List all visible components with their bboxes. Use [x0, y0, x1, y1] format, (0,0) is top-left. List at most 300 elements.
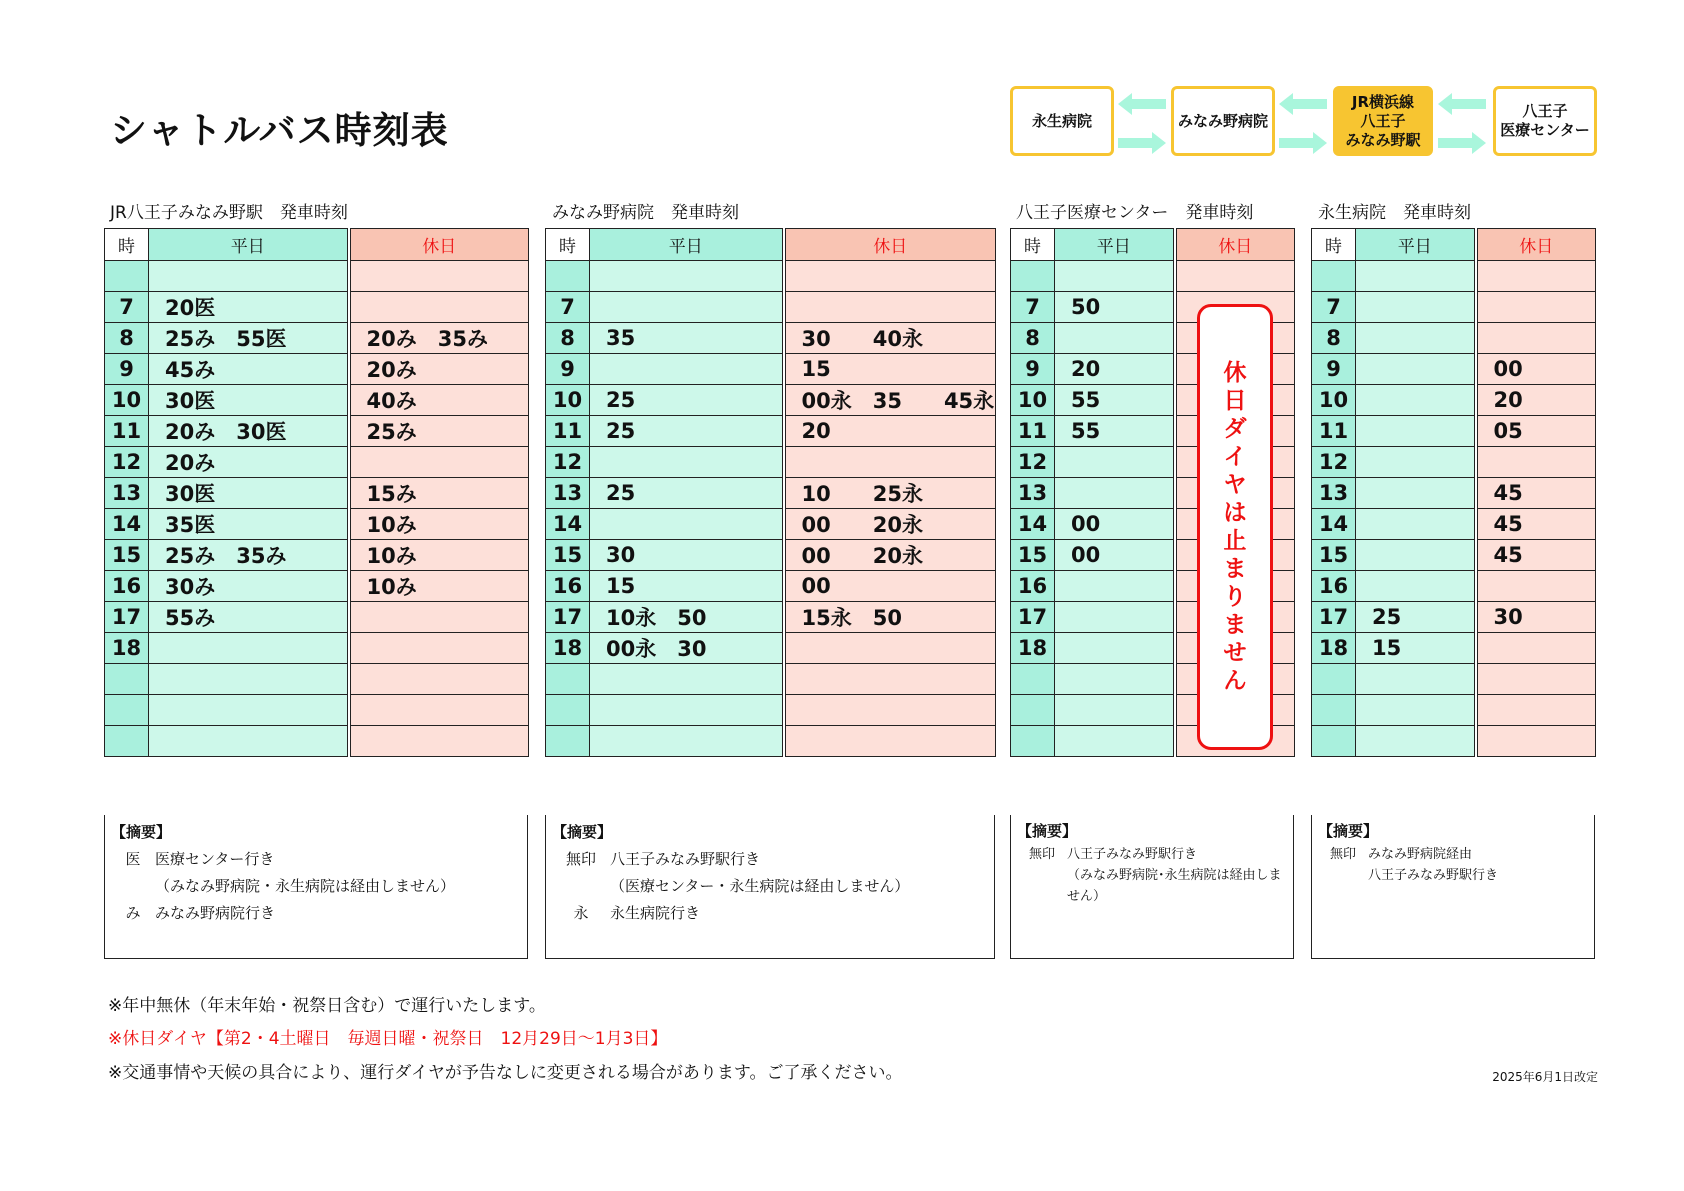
hour-cell: 8 — [546, 323, 590, 354]
hour-cell: 17 — [1312, 602, 1356, 633]
holiday-times-cell: 10 25永 — [784, 478, 996, 509]
table-row — [1312, 726, 1596, 757]
holiday-times-cell: 00 20永 — [784, 540, 996, 571]
weekday-times-cell: 20医 — [149, 292, 349, 323]
hour-cell: 15 — [1312, 540, 1356, 571]
holiday-times-cell: 15永 50 — [784, 602, 996, 633]
holiday-notice-char: り — [1223, 584, 1247, 610]
hour-cell: 13 — [546, 478, 590, 509]
table-row — [105, 416, 529, 447]
hour-cell: 16 — [105, 571, 149, 602]
weekday-times-cell — [1055, 261, 1175, 292]
note-item — [1318, 865, 1594, 886]
hour-cell: 17 — [546, 602, 590, 633]
timetable-eisei-hospital — [1311, 228, 1596, 757]
section-label-eisei-hospital: 永生病院 発車時刻 — [1318, 203, 1471, 223]
hour-cell: 15 — [105, 540, 149, 571]
holiday-times-cell — [1476, 633, 1596, 664]
weekday-times-cell — [1055, 447, 1175, 478]
weekday-times-cell: 25 — [590, 478, 784, 509]
weekday-times-cell — [1055, 478, 1175, 509]
holiday-notice-char: イ — [1223, 444, 1247, 470]
table-row — [546, 447, 996, 478]
weekday-times-cell: 20み 30医 — [149, 416, 349, 447]
table-row — [546, 416, 996, 447]
hour-cell — [1011, 726, 1055, 757]
table-row — [1312, 323, 1596, 354]
header-hour: 時 — [1011, 229, 1055, 261]
revision-date: 2025年6月1日改定 — [1492, 1070, 1598, 1084]
hour-cell: 7 — [105, 292, 149, 323]
note-mark: み — [125, 904, 141, 922]
table-row — [105, 602, 529, 633]
hour-cell: 7 — [546, 292, 590, 323]
notes-box-minamino-station — [104, 815, 528, 959]
hour-cell: 10 — [546, 385, 590, 416]
table-row — [105, 509, 529, 540]
hour-cell: 12 — [1312, 447, 1356, 478]
table-row — [105, 478, 529, 509]
holiday-times-cell: 45 — [1476, 540, 1596, 571]
table-row — [1312, 695, 1596, 726]
weekday-times-cell: 00永 30 — [590, 633, 784, 664]
weekday-times-cell: 00 — [1055, 509, 1175, 540]
weekday-times-cell: 50 — [1055, 292, 1175, 323]
note-text: みなみ野病院経由 — [1368, 847, 1473, 862]
holiday-times-cell — [349, 726, 529, 757]
note-text: 八王子みなみ野駅行き — [610, 850, 761, 868]
header-holiday: 休日 — [784, 229, 996, 261]
weekday-times-cell — [1356, 478, 1476, 509]
holiday-times-cell: 15 — [784, 354, 996, 385]
table-row — [546, 633, 996, 664]
notes-title: 【摘要】 — [1017, 822, 1078, 840]
weekday-times-cell — [590, 447, 784, 478]
holiday-notice-char: は — [1223, 500, 1247, 526]
weekday-times-cell — [590, 354, 784, 385]
hour-cell: 9 — [1312, 354, 1356, 385]
table-row — [546, 323, 996, 354]
hour-cell: 16 — [546, 571, 590, 602]
header-weekday: 平日 — [1055, 229, 1175, 261]
table-row — [546, 509, 996, 540]
holiday-times-cell — [349, 695, 529, 726]
right-arrow-icon — [1118, 132, 1166, 154]
weekday-times-cell: 10永 50 — [590, 602, 784, 633]
hour-cell — [1312, 726, 1356, 757]
table-row — [546, 385, 996, 416]
section-label-medical-center: 八王子医療センター 発車時刻 — [1016, 203, 1254, 223]
hour-cell: 12 — [105, 447, 149, 478]
weekday-times-cell: 25 — [590, 385, 784, 416]
hour-cell — [546, 664, 590, 695]
hour-cell: 11 — [1011, 416, 1055, 447]
hour-cell: 14 — [546, 509, 590, 540]
table-row — [105, 540, 529, 571]
hour-cell: 11 — [105, 416, 149, 447]
holiday-times-cell — [349, 447, 529, 478]
table-row — [105, 633, 529, 664]
hour-cell — [1312, 261, 1356, 292]
holiday-times-cell: 30 — [1476, 602, 1596, 633]
table-row — [546, 478, 996, 509]
holiday-times-cell: 20み 35み — [349, 323, 529, 354]
notes-title: 【摘要】 — [552, 823, 613, 841]
holiday-times-cell — [1476, 664, 1596, 695]
weekday-times-cell — [1356, 540, 1476, 571]
hour-cell: 17 — [105, 602, 149, 633]
holiday-times-cell: 45 — [1476, 478, 1596, 509]
note-text: （医療センター・永生病院は経由しません） — [610, 877, 910, 895]
weekday-times-cell: 45み — [149, 354, 349, 385]
holiday-times-cell — [1476, 447, 1596, 478]
weekday-times-cell — [149, 633, 349, 664]
weekday-times-cell: 35医 — [149, 509, 349, 540]
holiday-notice-char: 止 — [1223, 528, 1247, 554]
hour-cell — [1312, 664, 1356, 695]
table-row — [546, 540, 996, 571]
holiday-times-cell — [1476, 571, 1596, 602]
weekday-times-cell: 25み 35み — [149, 540, 349, 571]
weekday-times-cell — [590, 261, 784, 292]
table-row — [105, 292, 529, 323]
weekday-times-cell: 25 — [1356, 602, 1476, 633]
weekday-times-cell — [1356, 695, 1476, 726]
table-row — [105, 385, 529, 416]
header-holiday: 休日 — [1175, 229, 1295, 261]
weekday-times-cell — [1356, 571, 1476, 602]
route-stop-label: みなみ野病院 — [1177, 111, 1268, 130]
hour-cell: 11 — [1312, 416, 1356, 447]
hour-cell: 13 — [1011, 478, 1055, 509]
holiday-times-cell: 45 — [1476, 509, 1596, 540]
hour-cell — [105, 695, 149, 726]
header-hour: 時 — [546, 229, 590, 261]
left-arrow-icon — [1118, 93, 1166, 115]
note-text: （みなみ野病院・永生病院は経由しません） — [155, 877, 456, 895]
note-text: 医療センター行き — [155, 850, 275, 868]
hour-cell — [546, 261, 590, 292]
table-row — [546, 695, 996, 726]
hour-cell: 8 — [105, 323, 149, 354]
note-text: みなみ野病院行き — [155, 904, 276, 922]
holiday-times-cell — [349, 633, 529, 664]
holiday-times-cell — [1476, 323, 1596, 354]
weekday-times-cell — [1055, 602, 1175, 633]
holiday-times-cell: 20み — [349, 354, 529, 385]
hour-cell: 13 — [105, 478, 149, 509]
holiday-times-cell: 15み — [349, 478, 529, 509]
table-row — [546, 354, 996, 385]
table-row — [1312, 354, 1596, 385]
page-title: シャトルバス時刻表 — [110, 109, 449, 152]
hour-cell — [1011, 664, 1055, 695]
hour-cell — [1011, 261, 1055, 292]
hour-cell: 15 — [546, 540, 590, 571]
weekday-times-cell — [1055, 633, 1175, 664]
table-row — [1312, 633, 1596, 664]
holiday-times-cell — [784, 633, 996, 664]
table-row — [105, 695, 529, 726]
weekday-times-cell: 30医 — [149, 478, 349, 509]
left-arrow-icon — [1279, 93, 1327, 115]
notes-title: 【摘要】 — [1318, 822, 1379, 840]
holiday-times-cell: 40み — [349, 385, 529, 416]
hour-cell: 10 — [1312, 385, 1356, 416]
hour-cell: 14 — [1011, 509, 1055, 540]
holiday-times-cell — [1476, 261, 1596, 292]
note-item — [1017, 844, 1293, 865]
weekday-times-cell — [1055, 695, 1175, 726]
section-label-minamino-hospital: みなみ野病院 発車時刻 — [552, 203, 739, 223]
header-holiday: 休日 — [349, 229, 529, 261]
table-row — [105, 261, 529, 292]
weekday-times-cell — [1055, 323, 1175, 354]
hour-cell: 10 — [105, 385, 149, 416]
route-stop-minamino-station — [1333, 86, 1433, 156]
section-label-minamino-station: JR八王子みなみ野駅 発車時刻 — [110, 203, 348, 223]
hour-cell: 18 — [105, 633, 149, 664]
header-hour: 時 — [105, 229, 149, 261]
holiday-times-cell — [349, 261, 529, 292]
table-row — [105, 664, 529, 695]
header-weekday: 平日 — [590, 229, 784, 261]
hour-cell: 12 — [1011, 447, 1055, 478]
weekday-times-cell: 55み — [149, 602, 349, 633]
hour-cell: 13 — [1312, 478, 1356, 509]
table-row — [105, 447, 529, 478]
weekday-times-cell — [149, 695, 349, 726]
weekday-times-cell — [590, 292, 784, 323]
route-stop-medical-center — [1493, 86, 1597, 156]
weekday-times-cell — [590, 509, 784, 540]
holiday-notice-char: せ — [1223, 640, 1247, 666]
table-row — [546, 292, 996, 323]
header-holiday: 休日 — [1476, 229, 1596, 261]
hour-cell — [105, 664, 149, 695]
holiday-notice-char: ん — [1223, 668, 1247, 694]
notes-box-medical-center — [1010, 815, 1294, 959]
route-stop-label: JR横浜線 八王子 みなみ野駅 — [1345, 92, 1421, 149]
note-mark: 無印 — [565, 850, 596, 868]
table-row — [546, 261, 996, 292]
holiday-no-service-notice — [1197, 304, 1273, 750]
holiday-times-cell: 05 — [1476, 416, 1596, 447]
weekday-times-cell — [1356, 416, 1476, 447]
holiday-notice-char: 日 — [1223, 388, 1247, 414]
holiday-notice-char: 休 — [1223, 360, 1247, 386]
footer-note-disclaimer: ※交通事情や天候の具合により、運行ダイヤが予告なしに変更される場合があります。ご了承ください。 — [108, 1063, 903, 1083]
note-item — [111, 873, 527, 900]
right-arrow-icon — [1438, 132, 1486, 154]
hour-cell: 7 — [1011, 292, 1055, 323]
notes-box-minamino-hospital — [545, 815, 995, 959]
weekday-times-cell: 30医 — [149, 385, 349, 416]
hour-cell: 9 — [1011, 354, 1055, 385]
timetable-minamino-hospital — [545, 228, 996, 757]
note-item — [111, 846, 527, 873]
holiday-times-cell: 00 — [1476, 354, 1596, 385]
hour-cell: 8 — [1011, 323, 1055, 354]
hour-cell: 18 — [546, 633, 590, 664]
holiday-times-cell: 10み — [349, 509, 529, 540]
hour-cell — [105, 726, 149, 757]
route-stop-label: 永生病院 — [1031, 111, 1092, 130]
holiday-times-cell — [784, 726, 996, 757]
header-weekday: 平日 — [149, 229, 349, 261]
table-row — [105, 726, 529, 757]
note-item — [1318, 844, 1594, 865]
hour-cell: 14 — [105, 509, 149, 540]
notes-box-eisei-hospital — [1311, 815, 1595, 959]
weekday-times-cell — [1356, 726, 1476, 757]
holiday-times-cell: 10み — [349, 540, 529, 571]
note-mark: 無印 — [1329, 847, 1356, 862]
weekday-times-cell — [1356, 323, 1476, 354]
hour-cell — [546, 695, 590, 726]
holiday-times-cell — [784, 292, 996, 323]
hour-cell: 15 — [1011, 540, 1055, 571]
weekday-times-cell: 30 — [590, 540, 784, 571]
note-item — [552, 846, 994, 873]
footer-note-operation: ※年中無休（年末年始・祝祭日含む）で運行いたします。 — [108, 996, 546, 1016]
weekday-times-cell: 25み 55医 — [149, 323, 349, 354]
note-mark — [111, 873, 155, 900]
note-mark — [1017, 865, 1067, 907]
holiday-times-cell: 25み — [349, 416, 529, 447]
note-item — [111, 900, 527, 927]
hour-cell: 18 — [1312, 633, 1356, 664]
weekday-times-cell — [590, 726, 784, 757]
weekday-times-cell — [1356, 509, 1476, 540]
holiday-times-cell: 00 — [784, 571, 996, 602]
table-row — [546, 664, 996, 695]
hour-cell: 7 — [1312, 292, 1356, 323]
holiday-notice-char: ま — [1223, 612, 1247, 638]
route-stop-label: 八王子 医療センター — [1500, 102, 1590, 139]
weekday-times-cell: 00 — [1055, 540, 1175, 571]
table-row — [1011, 261, 1295, 292]
footer-note-holiday-schedule: ※休日ダイヤ【第2・4土曜日 毎週日曜・祝祭日 12月29日～1月3日】 — [108, 1029, 668, 1049]
left-arrow-icon — [1438, 93, 1486, 115]
table-row — [105, 354, 529, 385]
table-row — [546, 602, 996, 633]
table-row — [546, 726, 996, 757]
note-text: （みなみ野病院･永生病院は経由しません） — [1067, 868, 1282, 904]
holiday-times-cell: 10み — [349, 571, 529, 602]
table-row — [1312, 509, 1596, 540]
holiday-times-cell: 00永 35 45永 — [784, 385, 996, 416]
holiday-times-cell — [784, 261, 996, 292]
notes-title: 【摘要】 — [111, 823, 172, 841]
note-mark: 医 — [125, 850, 141, 868]
weekday-times-cell: 15 — [1356, 633, 1476, 664]
table-row — [1312, 416, 1596, 447]
hour-cell: 17 — [1011, 602, 1055, 633]
weekday-times-cell — [1356, 354, 1476, 385]
weekday-times-cell: 25 — [590, 416, 784, 447]
hour-cell — [546, 726, 590, 757]
weekday-times-cell — [1356, 447, 1476, 478]
holiday-times-cell — [349, 602, 529, 633]
holiday-times-cell — [1476, 292, 1596, 323]
holiday-times-cell — [1476, 726, 1596, 757]
note-item — [552, 900, 994, 927]
holiday-times-cell — [1476, 695, 1596, 726]
holiday-times-cell: 00 20永 — [784, 509, 996, 540]
header-hour: 時 — [1312, 229, 1356, 261]
hour-cell: 9 — [546, 354, 590, 385]
hour-cell: 8 — [1312, 323, 1356, 354]
note-item — [552, 873, 994, 900]
table-row — [1312, 261, 1596, 292]
weekday-times-cell — [149, 726, 349, 757]
weekday-times-cell — [590, 695, 784, 726]
table-row — [1312, 602, 1596, 633]
note-item — [1017, 865, 1293, 907]
hour-cell: 16 — [1312, 571, 1356, 602]
holiday-notice-char: ダ — [1223, 416, 1247, 442]
weekday-times-cell: 55 — [1055, 385, 1175, 416]
weekday-times-cell: 20み — [149, 447, 349, 478]
hour-cell: 11 — [546, 416, 590, 447]
weekday-times-cell — [149, 664, 349, 695]
table-row — [1312, 540, 1596, 571]
note-text: 八王子みなみ野駅行き — [1368, 868, 1499, 883]
table-row — [1312, 447, 1596, 478]
header-weekday: 平日 — [1356, 229, 1476, 261]
holiday-times-cell: 20 — [784, 416, 996, 447]
table-row — [546, 571, 996, 602]
route-stop-minamino-hospital — [1171, 86, 1275, 156]
hour-cell: 18 — [1011, 633, 1055, 664]
holiday-times-cell: 20 — [1476, 385, 1596, 416]
holiday-times-cell — [784, 695, 996, 726]
right-arrow-icon — [1279, 132, 1327, 154]
note-mark: 永 — [573, 904, 589, 922]
hour-cell — [1312, 695, 1356, 726]
note-text: 永生病院行き — [610, 904, 701, 922]
weekday-times-cell: 15 — [590, 571, 784, 602]
timetable-minamino-station — [104, 228, 529, 757]
holiday-notice-char: ま — [1223, 556, 1247, 582]
table-row — [1312, 571, 1596, 602]
hour-cell — [105, 261, 149, 292]
weekday-times-cell — [1055, 664, 1175, 695]
weekday-times-cell: 35 — [590, 323, 784, 354]
weekday-times-cell: 55 — [1055, 416, 1175, 447]
holiday-times-cell — [349, 292, 529, 323]
weekday-times-cell — [1055, 726, 1175, 757]
table-row — [1312, 478, 1596, 509]
hour-cell: 9 — [105, 354, 149, 385]
hour-cell — [1011, 695, 1055, 726]
route-stop-eisei-hospital — [1010, 86, 1114, 156]
holiday-times-cell — [784, 664, 996, 695]
hour-cell: 10 — [1011, 385, 1055, 416]
weekday-times-cell: 30み — [149, 571, 349, 602]
table-row — [1312, 292, 1596, 323]
note-mark — [552, 873, 610, 900]
note-mark — [1318, 865, 1368, 886]
weekday-times-cell — [1356, 385, 1476, 416]
hour-cell: 14 — [1312, 509, 1356, 540]
holiday-notice-char: ヤ — [1223, 472, 1247, 498]
note-text: 八王子みなみ野駅行き — [1067, 847, 1198, 862]
hour-cell: 16 — [1011, 571, 1055, 602]
table-row — [1312, 385, 1596, 416]
holiday-times-cell — [784, 447, 996, 478]
